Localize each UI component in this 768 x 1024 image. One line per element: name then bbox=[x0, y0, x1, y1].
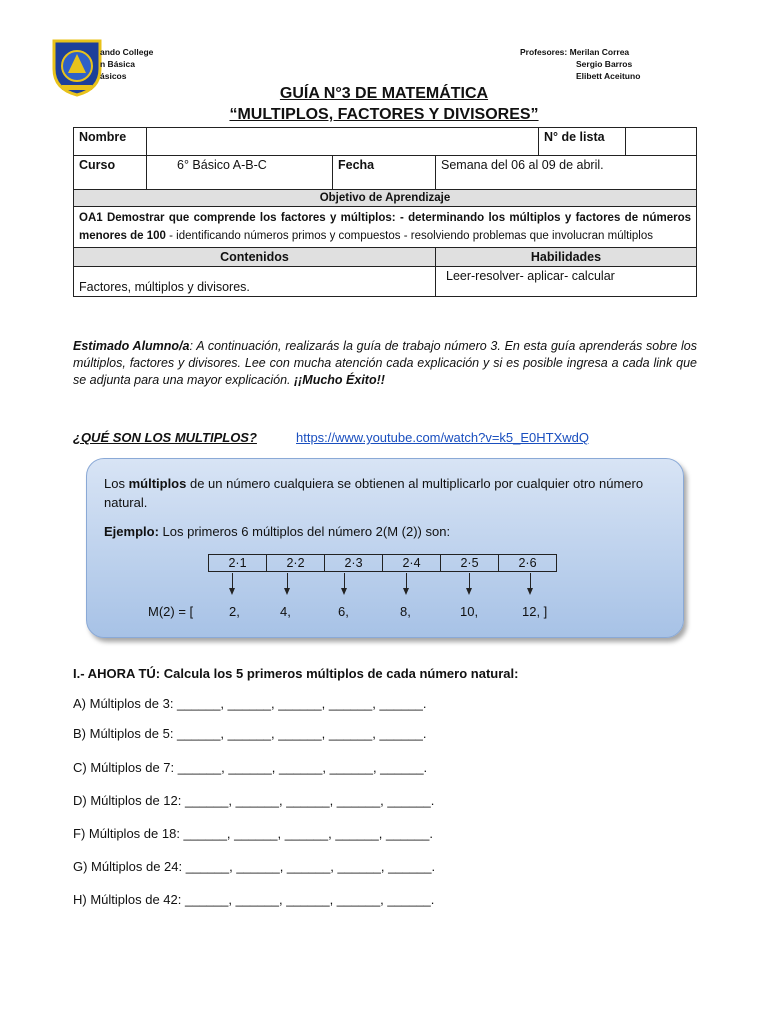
guide-title: GUÍA N°3 DE MATEMÁTICA bbox=[279, 85, 489, 102]
multiple-value: 6, bbox=[338, 604, 349, 619]
teachers-block bbox=[520, 46, 640, 82]
multiple-value: 8, bbox=[400, 604, 411, 619]
multiple-value: 4, bbox=[280, 604, 291, 619]
operation-cell: 2·4 bbox=[383, 555, 441, 572]
lista-field[interactable] bbox=[626, 128, 697, 156]
guide-subtitle: “MULTIPLOS, FACTORES Y DIVISORES” bbox=[229, 106, 539, 123]
teacher-name: Elibett Aceituno bbox=[576, 71, 641, 81]
student-info-table bbox=[73, 127, 697, 297]
teacher-name: Sergio Barros bbox=[576, 59, 633, 69]
habilidades-value: Leer-resolver- aplicar- calcular bbox=[436, 267, 697, 297]
multiples-label: M(2) = [ bbox=[148, 604, 194, 619]
fecha-value: Semana del 06 al 09 de abril. bbox=[436, 156, 697, 190]
exercise-line[interactable]: G) Múltiplos de 24: ______, ______, ______, ______, ______. bbox=[73, 859, 436, 874]
section-title: ¿QUÉ SON LOS MULTIPLOS? bbox=[73, 430, 257, 445]
exercise-line[interactable]: A) Múltiplos de 3: ______, ______, ______, ______, ______. bbox=[73, 696, 427, 711]
example-body: Los primeros 6 múltiplos del número 2(M (2)) son: bbox=[158, 524, 451, 539]
school-name bbox=[100, 46, 153, 82]
contenidos-header: Contenidos bbox=[74, 248, 436, 267]
nombre-field[interactable] bbox=[147, 128, 539, 156]
def-post: de un número cualquiera se obtienen al multiplicarlo por cualquier otro número natural. bbox=[104, 476, 644, 510]
intro-lead: Estimado Alumno/a bbox=[73, 339, 190, 353]
down-arrow-icon bbox=[530, 573, 531, 589]
school-line: ando College bbox=[100, 47, 154, 57]
school-line: ásicos bbox=[100, 71, 127, 81]
exercise-line[interactable]: H) Múltiplos de 42: ______, ______, ______, ______, ______. bbox=[73, 892, 435, 907]
objetivo-header: Objetivo de Aprendizaje bbox=[74, 190, 697, 207]
oa-rest-text: - identificando números primos y compuestos - resolviendo problemas que involucran múltiplos bbox=[165, 230, 654, 242]
teacher-name: Merilan Correa bbox=[569, 47, 630, 57]
intro-paragraph bbox=[73, 338, 697, 389]
operation-cell: 2·6 bbox=[499, 555, 557, 572]
youtube-link[interactable]: https://www.youtube.com/watch?v=k5_E0HTXwdQ bbox=[296, 430, 589, 445]
operation-cell: 2·1 bbox=[209, 555, 267, 572]
operation-cell: 2·3 bbox=[325, 555, 383, 572]
multiple-value: 10, bbox=[460, 604, 479, 619]
exercise-line[interactable]: D) Múltiplos de 12: ______, ______, ______, ______, ______. bbox=[73, 793, 435, 808]
definition-text bbox=[104, 474, 664, 512]
down-arrow-icon bbox=[469, 573, 470, 589]
habilidades-header: Habilidades bbox=[436, 248, 697, 267]
intro-closing: ¡¡Mucho Éxito!! bbox=[293, 373, 385, 387]
exercise-line[interactable]: F) Múltiplos de 18: ______, ______, ______, ______, ______. bbox=[73, 826, 433, 841]
oa-bold-text: OA1 Demostrar que comprende los factores y múltiplos: - determinando los múltiplos y factores de números menores de 100 bbox=[79, 212, 691, 242]
def-bold: múltiplos bbox=[128, 476, 187, 491]
down-arrow-icon bbox=[344, 573, 345, 589]
down-arrow-icon bbox=[406, 573, 407, 589]
example-text bbox=[104, 524, 664, 539]
fecha-label: Fecha bbox=[333, 156, 436, 190]
lista-label: N° de lista bbox=[539, 128, 626, 156]
multiple-value: 12, ] bbox=[522, 604, 548, 619]
operation-cell: 2·2 bbox=[267, 555, 325, 572]
school-line: n Básica bbox=[100, 59, 135, 69]
teachers-label: Profesores: bbox=[520, 47, 568, 57]
operation-cell: 2·5 bbox=[441, 555, 499, 572]
curso-label: Curso bbox=[74, 156, 147, 190]
down-arrow-icon bbox=[232, 573, 233, 589]
exercise-line[interactable]: B) Múltiplos de 5: ______, ______, ______, ______, ______. bbox=[73, 726, 427, 741]
multiple-value: 2, bbox=[229, 604, 240, 619]
operations-table bbox=[208, 554, 557, 572]
nombre-label: Nombre bbox=[74, 128, 147, 156]
exercise-line[interactable]: C) Múltiplos de 7: ______, ______, ______, ______, ______. bbox=[73, 760, 428, 775]
down-arrow-icon bbox=[287, 573, 288, 589]
objetivo-text bbox=[74, 207, 697, 248]
example-label: Ejemplo: bbox=[104, 524, 159, 539]
def-pre: Los bbox=[104, 476, 129, 491]
exercise-title: I.- AHORA TÚ: Calcula los 5 primeros múltiplos de cada número natural: bbox=[73, 666, 519, 681]
contenidos-value: Factores, múltiplos y divisores. bbox=[74, 267, 436, 297]
curso-value: 6° Básico A-B-C bbox=[147, 156, 333, 190]
intro-body: : A continuación, realizarás la guía de trabajo número 3. En esta guía aprenderás sobre los múltiplos, factores y divisores. Lee con mucha atención cada explicación y si es posible ingresa a cada link que se adjunta para una mayor explicación. bbox=[73, 339, 698, 387]
